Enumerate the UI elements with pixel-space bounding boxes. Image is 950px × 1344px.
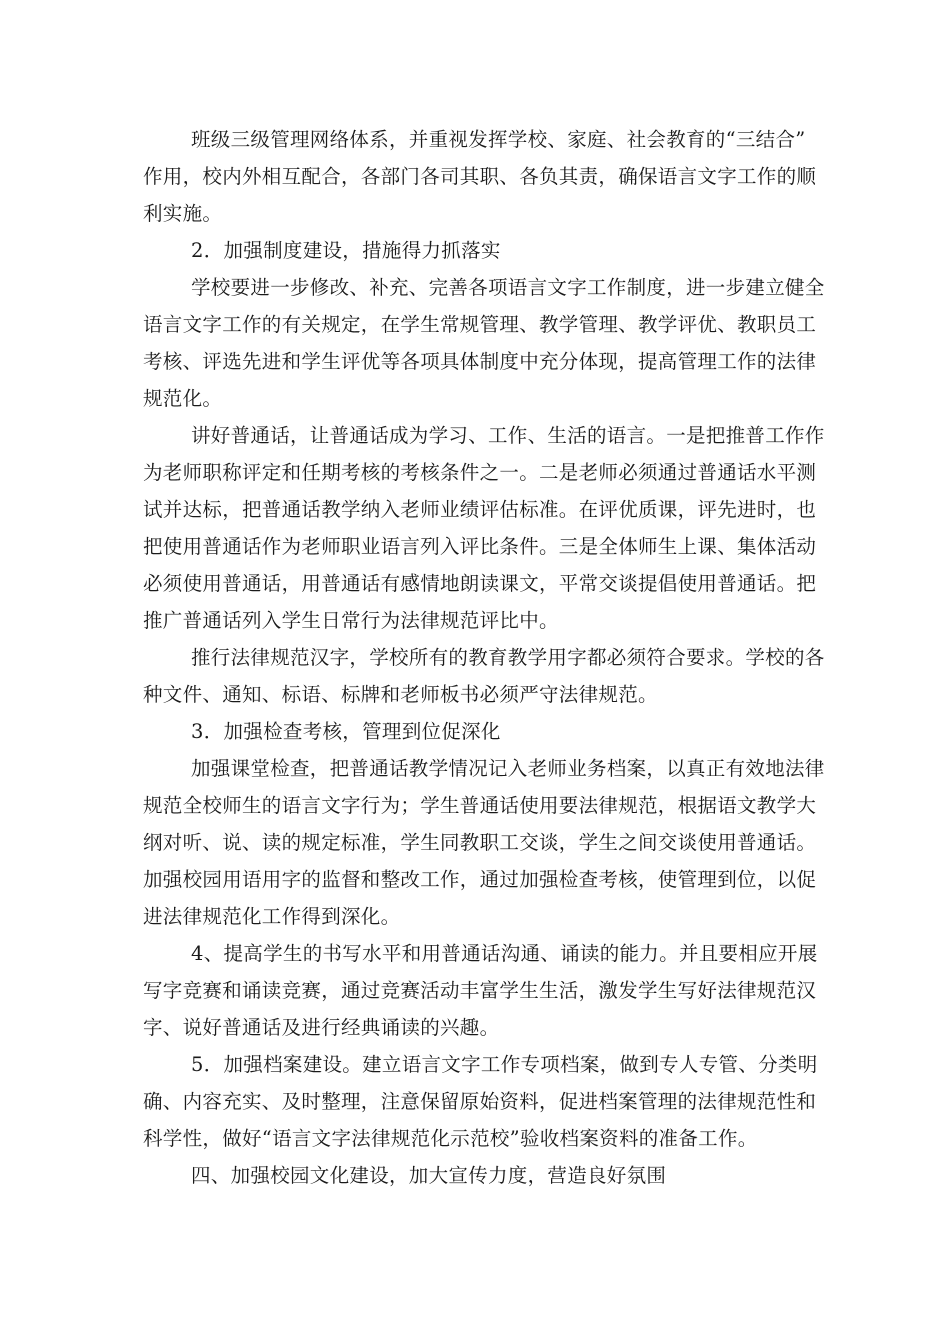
section-heading-3: 3．加强检查考核，管理到位促深化: [191, 720, 501, 743]
paragraph-9-line-1: 5．加强档案建设。建立语言文字工作专项档案，做到专人专管、分类明: [191, 1053, 818, 1076]
section-heading-4: 四、加强校园文化建设，加大宣传力度，营造良好氛围: [191, 1164, 667, 1187]
paragraph-9-line-3: 科学性，做好“语言文字法律规范化示范校”验收档案资料的准备工作。: [143, 1127, 758, 1150]
paragraph-3-line-3: 考核、评选先进和学生评优等各项具体制度中充分体现，提高管理工作的法律: [143, 350, 817, 373]
paragraph-3-line-4: 规范化。: [143, 387, 223, 410]
paragraph-9-line-2: 确、内容充实、及时整理，注意保留原始资料，促进档案管理的法律规范性和: [143, 1090, 817, 1113]
paragraph-4-line-6: 推广普通话列入学生日常行为法律规范评比中。: [143, 609, 559, 632]
paragraph-8-line-1: 4、提高学生的书写水平和用普通话沟通、诵读的能力。并且要相应开展: [191, 942, 818, 965]
paragraph-7-line-3: 纲对听、说、读的规定标准，学生同教职工交谈，学生之间交谈使用普通话。: [143, 831, 817, 854]
paragraph-4-line-3: 试并达标，把普通话教学纳入老师业绩评估标准。在评优质课，评先进时，也: [143, 498, 817, 521]
paragraph-7-line-5: 进法律规范化工作得到深化。: [143, 905, 401, 928]
paragraph-5-line-1: 推行法律规范汉字，学校所有的教育教学用字都必须符合要求。学校的各: [191, 646, 825, 669]
paragraph-8-line-2: 写字竞赛和诵读竞赛，通过竞赛活动丰富学生生活，激发学生写好法律规范汉: [143, 979, 817, 1002]
paragraph-4-line-1: 讲好普通话，让普通话成为学习、工作、生活的语言。一是把推普工作作: [191, 424, 825, 447]
section-heading-2: 2．加强制度建设，措施得力抓落实: [191, 239, 501, 262]
paragraph-1-line-2: 作用，校内外相互配合，各部门各司其职、各负其责，确保语言文字工作的顺: [143, 165, 817, 188]
paragraph-3-line-1: 学校要进一步修改、补充、完善各项语言文字工作制度，进一步建立健全: [191, 276, 825, 299]
paragraph-1-line-3: 利实施。: [143, 202, 223, 225]
paragraph-1-line-1: 班级三级管理网络体系，并重视发挥学校、家庭、社会教育的“三结合”: [191, 128, 806, 151]
paragraph-7-line-4: 加强校园用语用字的监督和整改工作，通过加强检查考核，使管理到位，以促: [143, 868, 817, 891]
paragraph-4-line-2: 为老师职称评定和任期考核的考核条件之一。二是老师必须通过普通话水平测: [143, 461, 817, 484]
paragraph-4-line-5: 必须使用普通话，用普通话有感情地朗读课文，平常交谈提倡使用普通话。把: [143, 572, 817, 595]
paragraph-4-line-4: 把使用普通话作为老师职业语言列入评比条件。三是全体师生上课、集体活动: [143, 535, 817, 558]
paragraph-8-line-3: 字、说好普通话及进行经典诵读的兴趣。: [143, 1016, 500, 1039]
paragraph-7-line-1: 加强课堂检查，把普通话教学情况记入老师业务档案，以真正有效地法律: [191, 757, 825, 780]
paragraph-5-line-2: 种文件、通知、标语、标牌和老师板书必须严守法律规范。: [143, 683, 658, 706]
paragraph-7-line-2: 规范全校师生的语言文字行为；学生普通话使用要法律规范，根据语文教学大: [143, 794, 817, 817]
paragraph-3-line-2: 语言文字工作的有关规定，在学生常规管理、教学管理、教学评优、教职员工: [143, 313, 817, 336]
